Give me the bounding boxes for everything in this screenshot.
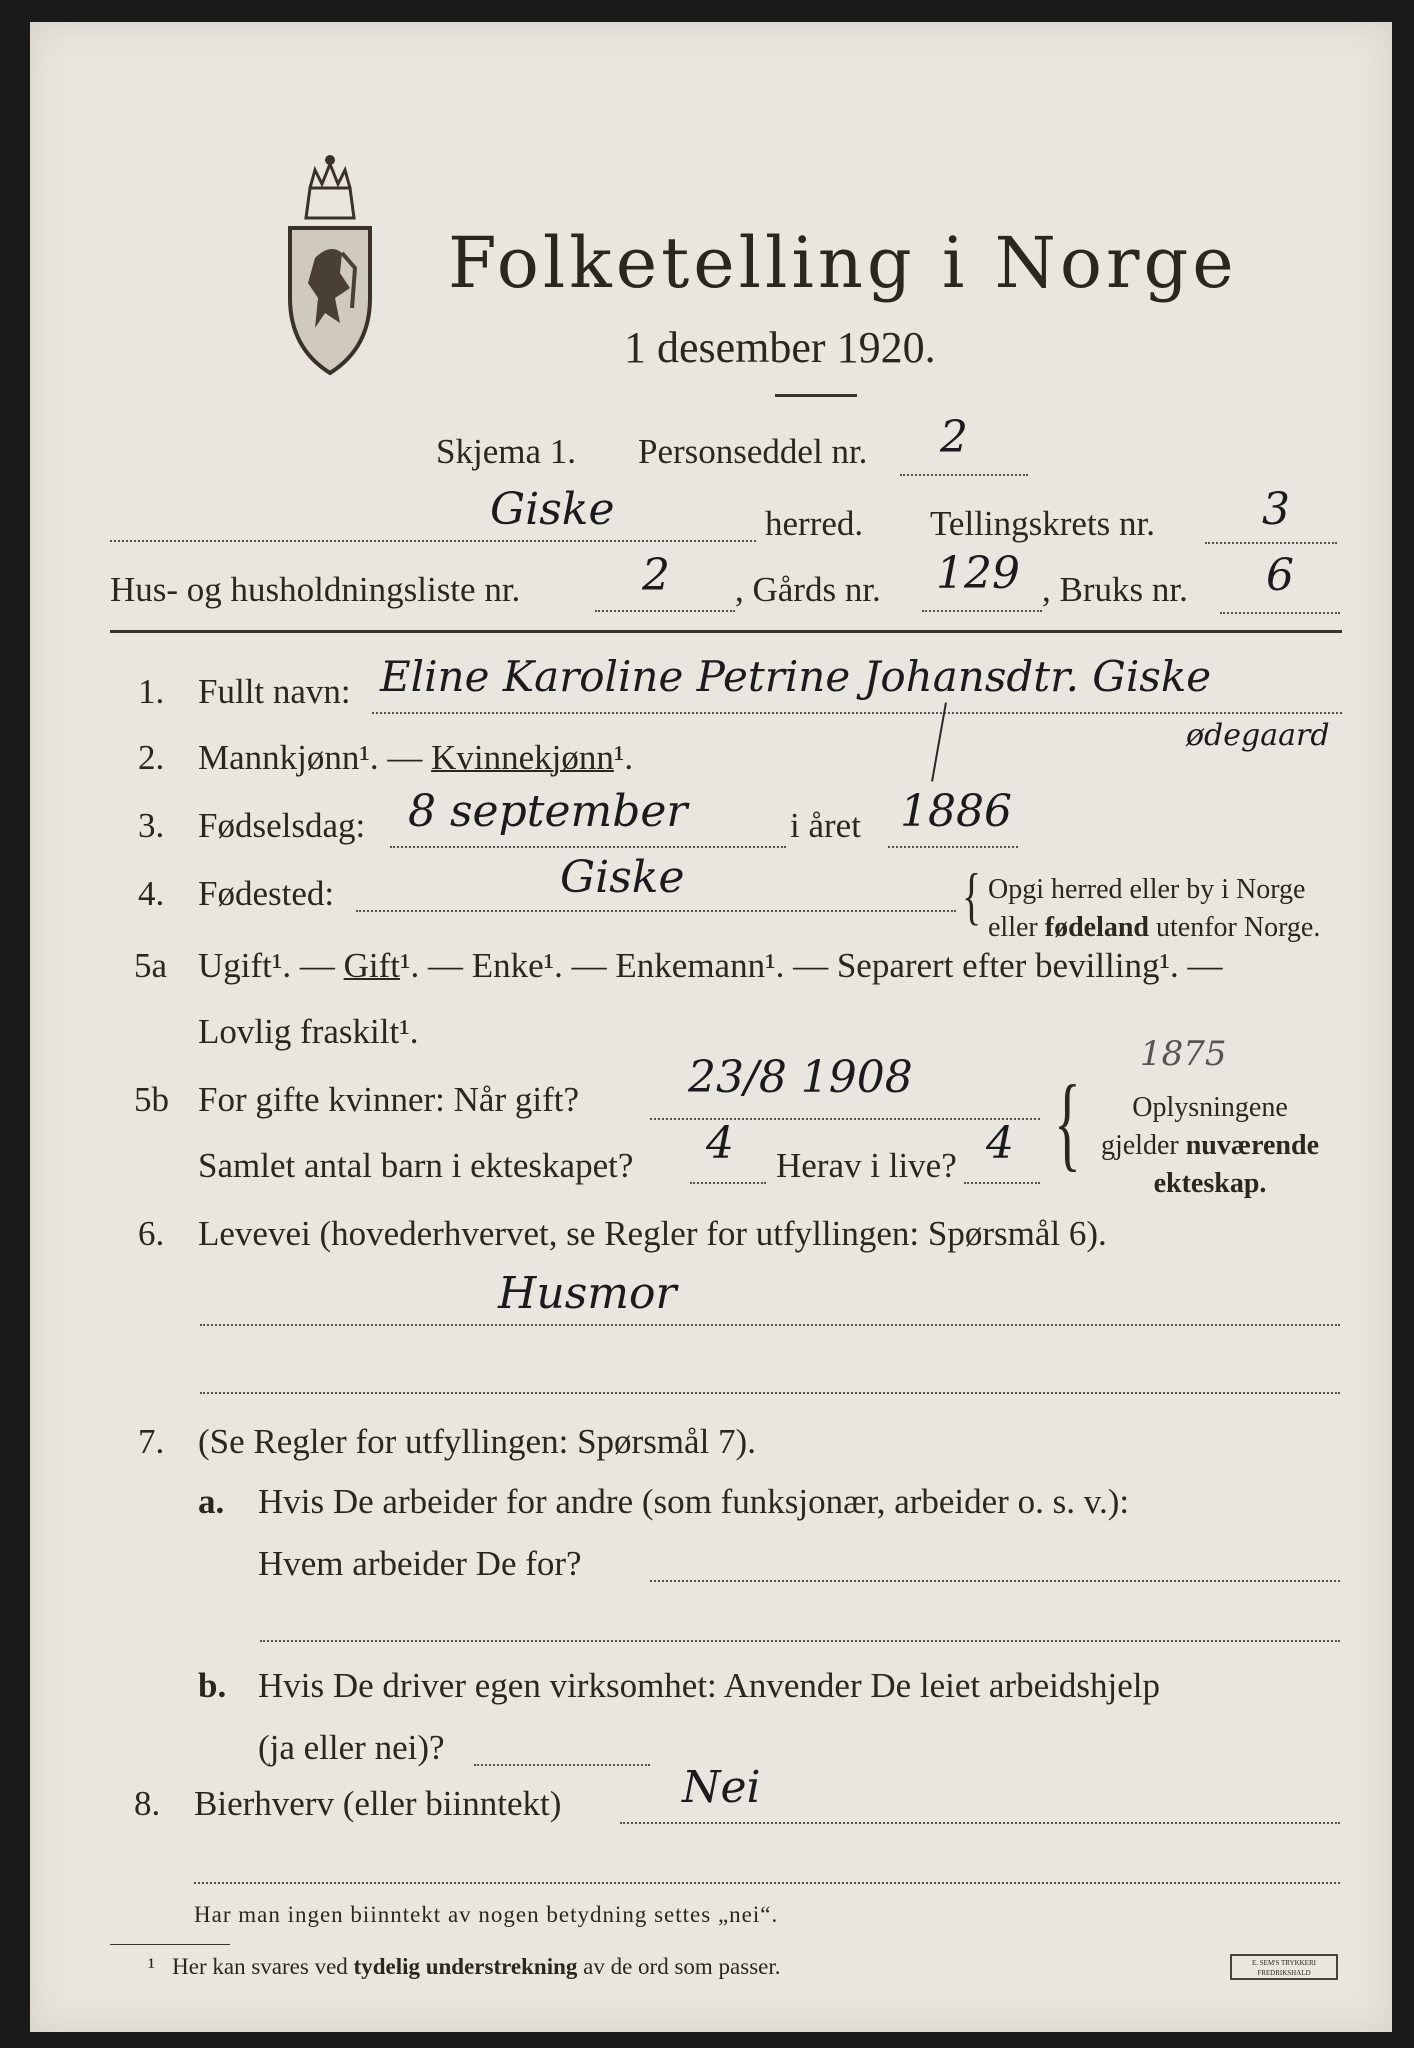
q5b-note-line1: Oplysningene <box>1132 1092 1288 1123</box>
full-name-note: ødegaard <box>1186 718 1330 753</box>
gender-female-option: Kvinnekjønn <box>431 738 614 777</box>
full-name-value: Eline Karoline Petrine Johansdtr. Giske <box>380 652 1212 701</box>
q4-bracket: { <box>962 859 982 932</box>
personseddel-line <box>900 474 1028 476</box>
q1-label: Fullt navn: <box>198 672 351 711</box>
marital-status-options: Ugift¹. — Gift¹. — Enke¹. — Enkemann¹. — Separert efter bevilling¹. — <box>198 946 1223 985</box>
q5b-number: 5b <box>134 1080 169 1119</box>
q7a-number: a. <box>198 1482 225 1521</box>
q7-number: 7. <box>138 1422 165 1461</box>
hus-line <box>595 610 735 612</box>
q3-label: Fødselsdag: <box>198 806 366 845</box>
herred-label: herred. <box>765 504 864 543</box>
side-income-line-2 <box>194 1882 1340 1884</box>
q4-note-line2: eller fødeland utenfor Norge. <box>988 912 1321 943</box>
footnote: ¹ Her kan svares ved tydelig understrekning av de ord som passer. <box>148 1954 781 1979</box>
q5b-note-line3: ekteskap. <box>1153 1168 1267 1199</box>
norwegian-coat-of-arms-icon <box>280 148 380 378</box>
q4-note-line1: Opgi herred eller by i Norge <box>988 874 1306 905</box>
hus-value: 2 <box>642 550 670 601</box>
marital-married-option: Gift <box>343 946 401 985</box>
q4-label: Fødested: <box>198 874 335 913</box>
marital-status-line2: Lovlig fraskilt¹. <box>198 1012 419 1051</box>
side-income-line-1 <box>620 1822 1340 1824</box>
alive-label: Herav i live? <box>776 1146 957 1185</box>
bruks-line <box>1220 612 1340 614</box>
birth-year-value: 1886 <box>900 786 1012 837</box>
q7a-line1: Hvis De arbeider for andre (som funksjonær, arbeider o. s. v.): <box>258 1482 1130 1521</box>
q5a-number: 5a <box>134 946 168 985</box>
herred-value: Giske <box>490 484 615 535</box>
q5b-note-line2: gjelder nuværende <box>1100 1130 1320 1161</box>
q7b-line2: (ja eller nei)? <box>258 1728 445 1767</box>
gards-value: 129 <box>936 548 1020 599</box>
children-line <box>690 1182 766 1184</box>
q5b-label: For gifte kvinner: Når gift? <box>198 1080 580 1119</box>
personseddel-label: Personseddel nr. <box>638 432 868 471</box>
children-value: 4 <box>706 1118 734 1169</box>
q5b-bracket: { <box>1054 1065 1081 1183</box>
tellingskrets-label: Tellingskrets nr. <box>930 504 1156 543</box>
q7-label: (Se Regler for utfyllingen: Spørsmål 7). <box>198 1422 756 1461</box>
q2-number: 2. <box>138 738 165 777</box>
side-income-value: Nei <box>682 1762 761 1813</box>
census-form-page <box>30 22 1392 2032</box>
q7a-line2: Hvem arbeider De for? <box>258 1544 582 1583</box>
q6-number: 6. <box>138 1214 165 1253</box>
q4-number: 4. <box>138 874 165 913</box>
alive-value: 4 <box>986 1118 1014 1169</box>
q6-label: Levevei (hovederhvervet, se Regler for utfyllingen: Spørsmål 6). <box>198 1214 1107 1253</box>
printer-stamp: E. SEM'S TRYKKERI FREDRIKSHALD <box>1230 1954 1338 1980</box>
birthplace-line <box>356 910 956 912</box>
year-label: i året <box>790 806 861 845</box>
footnote-rule <box>110 1944 230 1945</box>
name-correction-stroke <box>931 702 947 781</box>
alive-line <box>964 1182 1040 1184</box>
q8-number: 8. <box>134 1784 161 1823</box>
header-rule <box>110 630 1342 633</box>
herred-line <box>110 540 756 542</box>
bruks-label: , Bruks nr. <box>1042 570 1188 609</box>
tellingskrets-value: 3 <box>1262 484 1290 535</box>
q7b-line1: Hvis De driver egen virksomhet: Anvender De leiet arbeidshjelp <box>258 1666 1160 1705</box>
tellingskrets-line <box>1205 542 1337 544</box>
personseddel-value: 2 <box>940 412 968 463</box>
employer-line-1 <box>650 1580 1340 1582</box>
gards-line <box>922 610 1042 612</box>
birthday-line <box>390 846 786 848</box>
birthday-value: 8 september <box>408 786 688 837</box>
census-date: 1 desember 1920. <box>624 323 936 372</box>
occupation-line-1 <box>200 1324 1340 1326</box>
margin-note: 1875 <box>1140 1034 1227 1074</box>
employer-line-2 <box>260 1640 1340 1642</box>
q3-number: 3. <box>138 806 165 845</box>
schema-label: Skjema 1. <box>436 432 576 471</box>
gender-options: Mannkjønn¹. — Kvinnekjønn¹. <box>198 738 634 777</box>
occupation-value: Husmor <box>498 1268 677 1319</box>
children-label: Samlet antal barn i ekteskapet? <box>198 1146 634 1185</box>
q7b-number: b. <box>198 1666 227 1705</box>
hus-label: Hus- og husholdningsliste nr. <box>110 570 521 609</box>
occupation-line-2 <box>200 1392 1340 1394</box>
birthplace-value: Giske <box>560 852 685 903</box>
bruks-value: 6 <box>1266 550 1294 601</box>
form-title: Folketelling i Norge <box>448 222 1238 304</box>
q1-number: 1. <box>138 672 165 711</box>
gender-male-option: Mannkjønn¹. — <box>198 738 432 777</box>
title-divider <box>775 394 857 397</box>
year-line <box>888 846 1018 848</box>
hired-help-line <box>474 1764 650 1766</box>
gards-label: , Gårds nr. <box>735 570 881 609</box>
marriage-date-value: 23/8 1908 <box>688 1052 913 1103</box>
q1-line <box>372 712 1342 714</box>
q8-label: Bierhverv (eller biinntekt) <box>194 1784 562 1823</box>
footer-note: Har man ingen biinntekt av nogen betydning settes „nei“. <box>194 1902 779 1927</box>
